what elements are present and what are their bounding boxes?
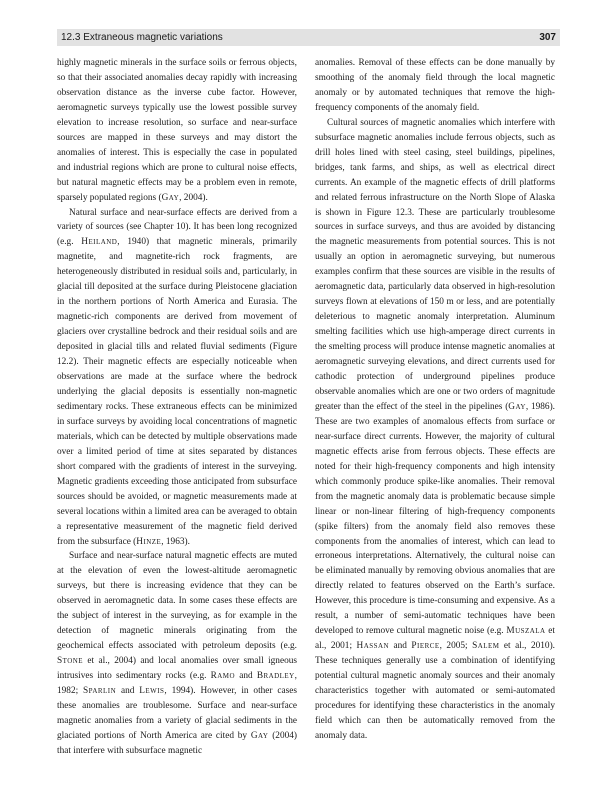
author-citation: Hassan (356, 641, 389, 652)
right-column (315, 56, 555, 744)
text-run: , 1994). However, in other cases these anomalies are troublesome. Surface and near-surface magnetic anomalies from a variety of glacial sediments in the glaciated portions of North America are cited by (57, 686, 297, 741)
author-citation: Bradley (256, 671, 295, 682)
text-run: Cultural sources of magnetic anomalies which interfere with subsurface magnetic anomalies include ferrous objects, such as drill holes lined with steel casing, steel buildings, pipelines, bridges, tank farms, and ships, as well as electrical direct currents. An example of the magnetic effects of drill platforms and related ferrous infrastructure on the North Slope of Alaska is shown in Figure 12.3. These are particularly troublesome sources in surface surveys, and thus are avoided by distancing the magnetic measurements from potential sources. This is not usually an option in aeromagnetic surveying, but numerous examples confirm that these sources are visible in the results of aeromagnetic data, particularly data observed in high-resolution surveys flown at elevations of 150 m or less, and are potentially deleterious to magnetic anomaly interpretation. Aluminum smelting facilities which use high-amperage direct currents in the smelting process will produce intense magnetic anomalies at aeromagnetic surveying elevations, and direct currents used for cathodic protection of underground pipelines produce observable anomalies which are one or two orders of magnitude greater than the effect of the steel in the pipelines ( (315, 117, 555, 412)
paragraph (315, 56, 555, 116)
text-run: anomalies. Removal of these effects can be done manually by smoothing of the anomaly field through the local magnetic anomaly or by automated techniques that remove the high-frequency components of the anomaly field. (315, 58, 555, 113)
text-run: (2004) that interfere with subsurface magnetic (57, 730, 297, 756)
author-citation: Gay (250, 730, 269, 741)
text-run: , 2004). (179, 192, 208, 203)
text-run: Natural surface and near-surface effects are derived from a variety of sources (see Chapter 10). It has been long recognized (e.g. (57, 207, 297, 248)
running-header (57, 29, 560, 46)
author-citation: Gay (161, 192, 180, 203)
section-title: 12.3 Extraneous magnetic variations (61, 32, 223, 43)
author-citation: Salem (472, 641, 500, 652)
text-run: , 1940) that magnetic minerals, primarily magnetite, and magnetite-rich rock fragments, are heterogeneously distributed in residual soils and, particularly, in glacial till deposited at the surface during Pleistocene glaciation in the northern portions of North America and Eurasia. The magnetic-rich components are derived from movement of glaciers over crystalline bedrock and their residual soils and are deposited in glacial tills and related fluvial sediments (Figure 12.2). Their magnetic effects are especially noticeable when observations are made at the surface where the bedrock underlying the glacial deposits is essentially non-magnetic sedimentary rocks. These extraneous effects can be minimized in surface surveys by avoiding local concentrations of magnetic materials, which can be detected by multiple observations made over a limited period of time at sites separated by distances short compared with the gradients of interest in the surveying. Magnetic gradients exceeding those anticipated from subsurface sources should be avoided, or magnetic measurements made at several locations within a limited area can be averaged to obtain a representative measurement of the magnetic field derived from the subsurface ( (57, 237, 297, 547)
author-citation: Sparlin (83, 686, 117, 697)
author-citation: Pierce (411, 641, 440, 652)
text-run: et al., 2010). These techniques generally use a combination of identifying potential cultural magnetic anomaly sources and their anomaly characteristics together with automated or semi-automated procedures for identifying these characteristics in the anomaly field which can then be automatically removed from the anomaly data. (315, 641, 556, 741)
paragraph (57, 549, 297, 758)
paragraph (57, 206, 297, 550)
text-run: and (389, 641, 412, 652)
author-citation: Hinze (136, 536, 162, 547)
text-run: , 1982; (57, 671, 297, 697)
author-citation: Lewis (139, 686, 165, 697)
text-run: highly magnetic minerals in the surface soils or ferrous objects, so that their associated anomalies decay rapidly with increasing observation distance as the inverse cube factor. However, aeromagnetic surveys typically use the lowest possible survey elevation to increase resolution, so surface and near-surface sources are mapped in these surveys and may distort the anomalies of interest. This is especially the case in populated and industrial regions which are prone to cultural noise effects, but natural magnetic effects may be a problem even in remote, sparsely populated regions ( (57, 58, 297, 203)
paragraph (315, 116, 555, 744)
text-run: et al., 2001; (315, 626, 555, 652)
text-run: , 1986). These are two examples of anomalous effects from surface or near-surface direct currents. However, the majority of cultural magnetic effects arise from ferrous objects. These effects are noted for their high-frequency components and high intensity which commonly produce spike-like anomalies. Their removal from the magnetic anomaly data is problematic because simple linear or non-linear filtering of high-frequency components (spike filters) from the anomaly field also removes these components from the anomalies of interest, which can lead to erroneous interpretations. Alternatively, the cultural noise can be eliminated manually by removing obvious anomalies that are directly related to features observed on the Earth’s surface. However, this procedure is time-consuming and expensive. As a result, a number of semi-automatic techniques have been developed to remove cultural magnetic noise (e.g. (315, 401, 555, 637)
author-citation: Heiland (81, 237, 118, 248)
text-run: and (235, 671, 257, 682)
author-citation: Stone (57, 656, 84, 667)
text-run: , 1963). (161, 536, 190, 547)
text-run: Surface and near-surface natural magnetic effects are muted at the elevation of even the lowest-altitude aeromagnetic surveys, but there is increasing evidence that they can be observed in aeromagnetic data. In some cases these effects are the subject of interest in the surveying, as for example in the detection of magnetic minerals originating from the geochemical effects associated with petroleum deposits (e.g. (57, 551, 297, 652)
text-run: , 2005; (439, 641, 473, 652)
text-run: et al., 2004) and local anomalies over small igneous intrusives into sedimentary rocks (e.g. (57, 656, 297, 682)
paragraph (57, 56, 297, 206)
page-number: 307 (539, 32, 556, 43)
author-citation: Gay (508, 401, 526, 412)
text-run: and (116, 686, 140, 697)
author-citation: Ramo (210, 671, 236, 682)
left-column (57, 56, 297, 759)
author-citation: Muszala (506, 626, 546, 637)
